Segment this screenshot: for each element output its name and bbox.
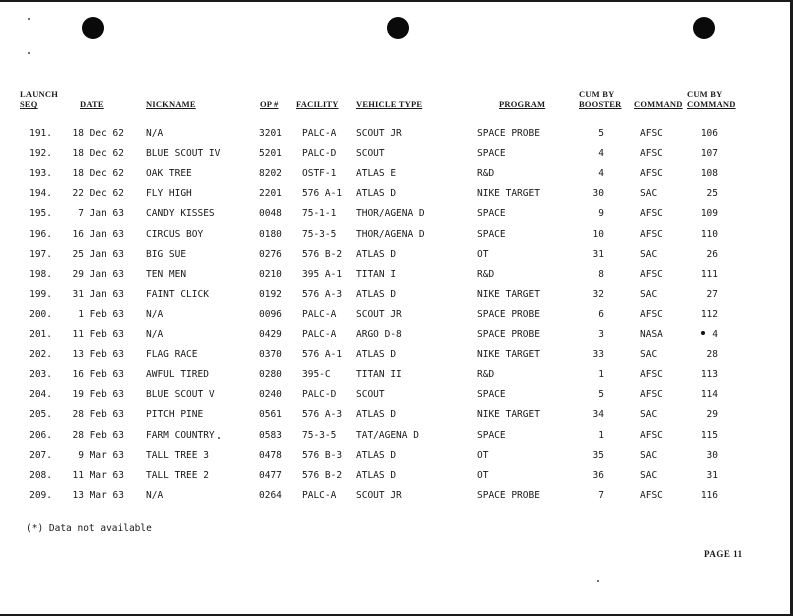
footnote: (*) Data not available [26, 523, 152, 534]
cell-date: 16 Jan 63 [72, 228, 124, 240]
cell-cum-command: 31 [706, 469, 718, 481]
cell-nickname: FLY HIGH [146, 188, 192, 200]
cell-program: SPACE [477, 389, 506, 401]
cell-cum-command: 111 [700, 268, 718, 280]
cell-cum-command: 108 [700, 168, 718, 180]
cell-cum-command: 113 [700, 369, 718, 381]
cell-nickname: FLAG RACE [146, 349, 198, 361]
cell-facility: PALC-A [302, 128, 337, 139]
cell-facility: PALC-D [302, 148, 337, 160]
cell-op-number: 0264 [259, 489, 282, 501]
cell-cum-booster: 7 [598, 489, 604, 501]
cell-command: AFSC [640, 369, 663, 381]
cell-cum-booster: 9 [598, 208, 604, 220]
cell-nickname: OAK TREE [146, 168, 192, 180]
cell-command: AFSC [640, 128, 663, 139]
cell-op-number: 0096 [259, 308, 282, 320]
cell-nickname: CANDY KISSES [146, 208, 215, 220]
cell-command: SAC [640, 349, 658, 361]
cell-command: SAC [640, 188, 658, 200]
cell-program: NIKE TARGET [477, 288, 540, 300]
header-cum-command-line2: COMMAND [687, 99, 736, 109]
cell-program: NIKE TARGET [477, 188, 540, 200]
cell-command: SAC [640, 449, 658, 461]
cell-op-number: 0478 [259, 449, 282, 461]
cell-launch-seq: 196. [29, 228, 52, 240]
header-date: DATE [80, 99, 104, 109]
cell-vehicle-type: THOR/AGENA D [356, 228, 425, 240]
cell-program: OT [477, 469, 489, 481]
cell-nickname: BIG SUE [146, 248, 187, 260]
cell-vehicle-type: TITAN II [356, 369, 402, 381]
header-nickname: NICKNAME [146, 99, 196, 109]
cell-facility: 576 A-3 [302, 288, 343, 300]
cell-cum-booster: 35 [592, 449, 604, 461]
cell-op-number: 0280 [259, 369, 282, 381]
cell-nickname: TALL TREE 2 [146, 469, 209, 481]
cell-command: AFSC [640, 308, 663, 320]
cell-cum-command: 26 [706, 248, 718, 260]
cell-vehicle-type: TITAN I [356, 268, 397, 280]
cell-cum-booster: 30 [592, 188, 604, 200]
cell-cum-command: 29 [706, 409, 718, 421]
cell-program: SPACE [477, 148, 506, 160]
cell-cum-command: 110 [700, 228, 718, 240]
cell-command: AFSC [640, 228, 663, 240]
cell-cum-booster: 3 [598, 329, 604, 340]
cell-launch-seq: 193. [29, 168, 52, 180]
cell-op-number: 0429 [259, 329, 282, 340]
cell-op-number: 0192 [259, 288, 282, 300]
cell-program: NIKE TARGET [477, 349, 540, 361]
cell-cum-booster: 1 [598, 429, 604, 441]
cell-date: 29 Jan 63 [72, 268, 124, 280]
header-cum-command-line1: CUM BY [687, 89, 723, 99]
header-vehicle-type: VEHICLE TYPE [356, 99, 423, 109]
cell-cum-booster: 10 [592, 228, 604, 240]
cell-op-number: 8202 [259, 168, 282, 180]
cell-nickname: AWFUL TIRED [146, 369, 209, 381]
cell-op-number: 0477 [259, 469, 282, 481]
cell-cum-command: 30 [706, 449, 718, 461]
cell-op-number: 3201 [259, 128, 282, 139]
cell-launch-seq: 191. [29, 128, 52, 139]
cell-program: SPACE PROBE [477, 489, 540, 501]
cell-facility: 576 A-1 [302, 349, 343, 361]
binder-hole-left [82, 17, 104, 39]
cell-cum-booster: 8 [598, 268, 604, 280]
cell-date: 7 Jan 63 [78, 208, 124, 220]
cell-facility: 395-C [302, 369, 331, 381]
cell-vehicle-type: SCOUT [356, 148, 385, 160]
cell-program: R&D [477, 369, 495, 381]
cell-vehicle-type: ATLAS D [356, 188, 397, 200]
page-number: PAGE 11 [704, 549, 743, 559]
header-launch-seq-line1: LAUNCH [20, 89, 59, 99]
cell-launch-seq: 197. [29, 248, 52, 260]
cell-command: NASA [640, 329, 663, 340]
cell-nickname: FARM COUNTRY [146, 429, 215, 441]
cell-date: 28 Feb 63 [72, 429, 124, 441]
cell-cum-command: 106 [700, 128, 718, 139]
cell-program: SPACE PROBE [477, 128, 540, 139]
cell-facility: PALC-A [302, 329, 337, 340]
cell-facility: 576 B-2 [302, 469, 343, 481]
cell-launch-seq: 194. [29, 188, 52, 200]
cell-vehicle-type: SCOUT [356, 389, 385, 401]
cell-facility: PALC-A [302, 489, 337, 501]
cell-op-number: 0276 [259, 248, 282, 260]
cell-cum-booster: 4 [598, 168, 604, 180]
cell-command: AFSC [640, 168, 663, 180]
header-launch-seq [20, 89, 58, 109]
cell-date: 16 Feb 63 [72, 369, 124, 381]
cell-cum-command: 109 [700, 208, 718, 220]
header-cum-booster [579, 89, 622, 109]
cell-vehicle-type: ATLAS D [356, 349, 397, 361]
cell-command: SAC [640, 469, 658, 481]
cell-cum-booster: 1 [598, 369, 604, 381]
header-program: PROGRAM [499, 99, 546, 109]
cell-date: 18 Dec 62 [72, 148, 124, 160]
cell-op-number: 2201 [259, 188, 282, 200]
cell-cum-booster: 4 [598, 148, 604, 160]
cell-nickname: TALL TREE 3 [146, 449, 209, 461]
cell-op-number: 0180 [259, 228, 282, 240]
cell-program: SPACE PROBE [477, 329, 540, 340]
cell-nickname: BLUE SCOUT V [146, 389, 215, 401]
cell-launch-seq: 198. [29, 268, 52, 280]
cell-program: OT [477, 449, 489, 461]
cell-command: AFSC [640, 208, 663, 220]
cell-program: SPACE [477, 429, 506, 441]
cell-vehicle-type: ATLAS D [356, 248, 397, 260]
cell-nickname: TEN MEN [146, 268, 187, 280]
cell-vehicle-type: SCOUT JR [356, 489, 402, 501]
cell-vehicle-type: THOR/AGENA D [356, 208, 425, 220]
cell-command: AFSC [640, 429, 663, 441]
cell-launch-seq: 201. [29, 329, 52, 340]
scan-speck [28, 18, 30, 20]
header-facility: FACILITY [296, 99, 339, 109]
cell-nickname: N/A [146, 329, 164, 340]
cell-launch-seq: 199. [29, 288, 52, 300]
cell-date: 31 Jan 63 [72, 288, 124, 300]
header-cum-booster-line2: BOOSTER [579, 99, 622, 109]
cell-vehicle-type: ATLAS D [356, 409, 397, 421]
cell-date: 25 Jan 63 [72, 248, 124, 260]
cell-cum-booster: 31 [592, 248, 604, 260]
cell-cum-command: 107 [700, 148, 718, 160]
cell-date: 11 Mar 63 [72, 469, 124, 481]
cell-nickname: BLUE SCOUT IV [146, 148, 221, 160]
cell-vehicle-type: SCOUT JR [356, 308, 402, 320]
cell-nickname: N/A [146, 308, 164, 320]
cell-launch-seq: 192. [29, 148, 52, 160]
cell-command: SAC [640, 288, 658, 300]
cell-command: AFSC [640, 489, 663, 501]
cell-cum-command: 115 [700, 429, 718, 441]
cell-cum-booster: 5 [598, 128, 604, 139]
cell-program: SPACE [477, 208, 506, 220]
cell-nickname: CIRCUS BOY [146, 228, 204, 240]
cell-launch-seq: 206. [29, 429, 52, 441]
cell-cum-booster: 36 [592, 469, 604, 481]
cell-program: R&D [477, 268, 495, 280]
data-unavailable-marker [701, 331, 705, 335]
binder-hole-right [693, 17, 715, 39]
cell-date: 9 Mar 63 [78, 449, 124, 461]
cell-program: OT [477, 248, 489, 260]
cell-launch-seq: 209. [29, 489, 52, 501]
cell-date: 19 Feb 63 [72, 389, 124, 401]
cell-date: 28 Feb 63 [72, 409, 124, 421]
cell-date: 13 Mar 63 [72, 489, 124, 501]
cell-cum-booster: 32 [592, 288, 604, 300]
page-edge-top [0, 0, 793, 2]
cell-launch-seq: 203. [29, 369, 52, 381]
cell-facility: OSTF-1 [302, 168, 337, 180]
cell-cum-command: 114 [700, 389, 718, 401]
cell-date: 18 Dec 62 [72, 128, 124, 139]
cell-vehicle-type: ATLAS D [356, 449, 397, 461]
cell-date: 13 Feb 63 [72, 349, 124, 361]
cell-cum-command: 4 [712, 329, 718, 340]
cell-launch-seq: 200. [29, 308, 52, 320]
cell-nickname: PITCH PINE [146, 409, 204, 421]
header-command: COMMAND [634, 99, 683, 109]
cell-cum-command: 25 [706, 188, 718, 200]
cell-facility: 576 A-1 [302, 188, 343, 200]
cell-vehicle-type: TAT/AGENA D [356, 429, 419, 441]
cell-facility: 576 B-2 [302, 248, 343, 260]
cell-program: SPACE [477, 228, 506, 240]
cell-launch-seq: 207. [29, 449, 52, 461]
cell-op-number: 0240 [259, 389, 282, 401]
cell-facility: 75-3-5 [302, 228, 337, 240]
cell-command: AFSC [640, 268, 663, 280]
cell-command: SAC [640, 409, 658, 421]
cell-facility: PALC-A [302, 308, 337, 320]
scan-speck [28, 52, 30, 54]
cell-nickname: N/A [146, 128, 164, 139]
cell-facility: 75-3-5 [302, 429, 337, 441]
scan-speck [597, 580, 599, 582]
cell-program: NIKE TARGET [477, 409, 540, 421]
cell-date: 1 Feb 63 [78, 308, 124, 320]
cell-vehicle-type: ATLAS D [356, 469, 397, 481]
header-op: OP # [260, 99, 279, 109]
cell-vehicle-type: SCOUT JR [356, 128, 402, 139]
cell-launch-seq: 195. [29, 208, 52, 220]
cell-facility: 576 B-3 [302, 449, 343, 461]
cell-vehicle-type: ATLAS E [356, 168, 397, 180]
cell-op-number: 5201 [259, 148, 282, 160]
cell-cum-booster: 33 [592, 349, 604, 361]
cell-launch-seq: 205. [29, 409, 52, 421]
cell-date: 18 Dec 62 [72, 168, 124, 180]
cell-facility: 395 A-1 [302, 268, 343, 280]
cell-nickname: N/A [146, 489, 164, 501]
cell-date: 22 Dec 62 [72, 188, 124, 200]
cell-facility: 576 A-3 [302, 409, 343, 421]
cell-cum-booster: 34 [592, 409, 604, 421]
cell-cum-booster: 6 [598, 308, 604, 320]
header-launch-seq-line2: SEQ [20, 99, 38, 109]
cell-cum-command: 27 [706, 288, 718, 300]
cell-vehicle-type: ARGO D-8 [356, 329, 402, 340]
cell-op-number: 0583 [259, 429, 282, 441]
header-cum-booster-line1: CUM BY [579, 89, 615, 99]
cell-cum-booster: 5 [598, 389, 604, 401]
cell-facility: 75-1-1 [302, 208, 337, 220]
cell-command: SAC [640, 248, 658, 260]
cell-cum-command: 28 [706, 349, 718, 361]
header-cum-command [687, 89, 736, 109]
cell-program: SPACE PROBE [477, 308, 540, 320]
cell-command: AFSC [640, 148, 663, 160]
cell-program: R&D [477, 168, 495, 180]
cell-op-number: 0048 [259, 208, 282, 220]
cell-date: 11 Feb 63 [72, 329, 124, 340]
cell-nickname: FAINT CLICK [146, 288, 209, 300]
cell-cum-command: 112 [700, 308, 718, 320]
cell-vehicle-type: ATLAS D [356, 288, 397, 300]
cell-command: AFSC [640, 389, 663, 401]
cell-op-number: 0561 [259, 409, 282, 421]
binder-hole-center [387, 17, 409, 39]
cell-op-number: 0210 [259, 268, 282, 280]
cell-facility: PALC-D [302, 389, 337, 401]
cell-launch-seq: 204. [29, 389, 52, 401]
cell-cum-command: 116 [700, 489, 718, 501]
cell-op-number: 0370 [259, 349, 282, 361]
cell-launch-seq: 208. [29, 469, 52, 481]
cell-launch-seq: 202. [29, 349, 52, 361]
